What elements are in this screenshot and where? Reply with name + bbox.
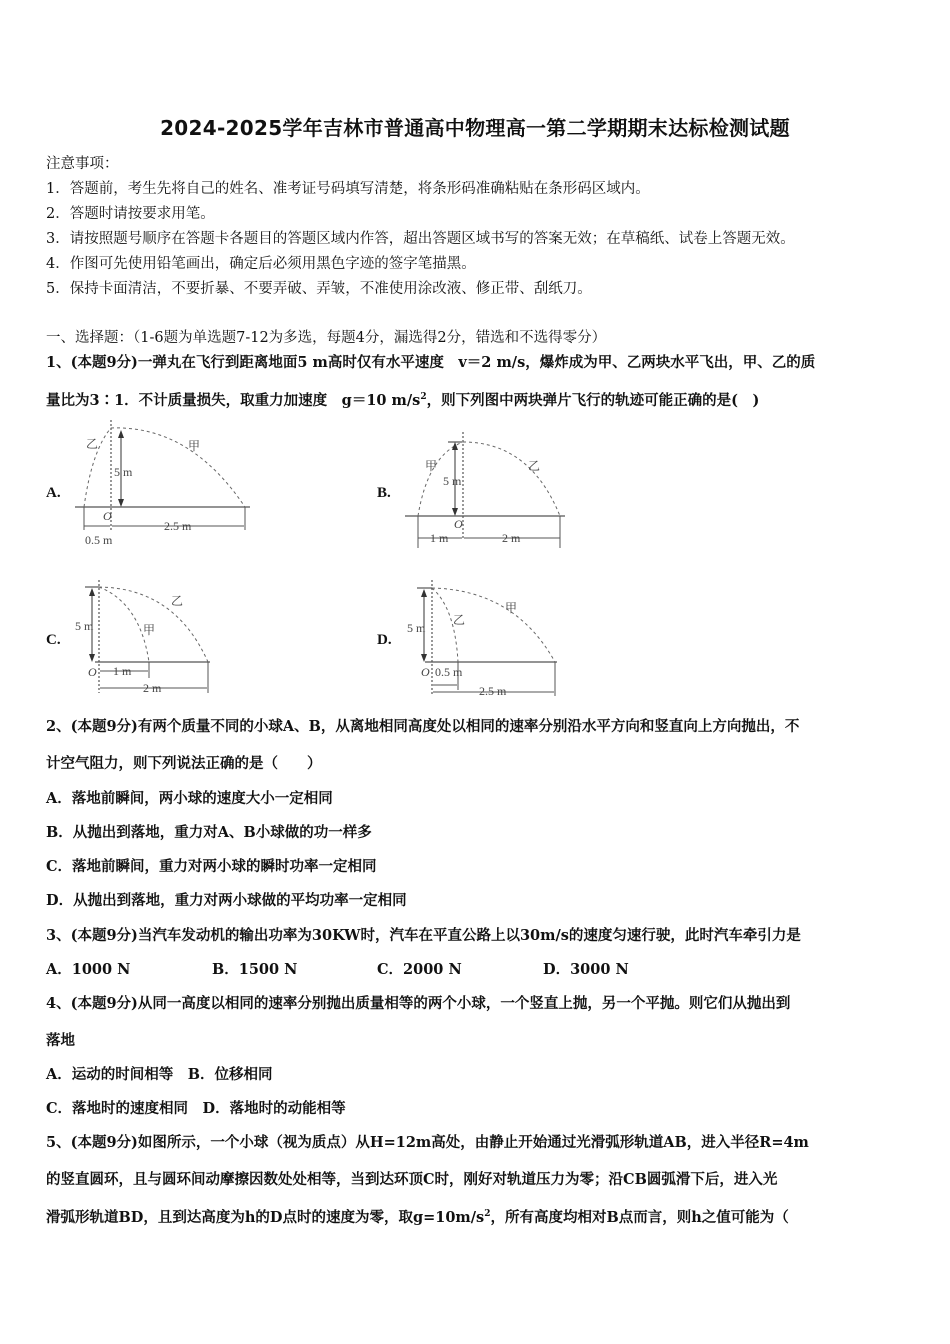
q3-option-b[interactable]: B．1500 N [212, 961, 298, 978]
figure-b-right-name: 乙 [528, 459, 541, 473]
figure-c-label[interactable]: C. [46, 632, 61, 648]
q4-line2: 落地 [46, 1032, 75, 1049]
figure-c-origin: O [88, 665, 97, 679]
figure-d-far-name: 甲 [505, 601, 518, 615]
notice-item-4: 4．作图可先使用铅笔画出，确定后必须用黑色字迹的签字笔描黑。 [46, 256, 476, 272]
figure-c-far-dist: 2 m [143, 681, 162, 695]
figure-d-near-dist: 0.5 m [435, 665, 463, 679]
q1-line2-text: 量比为3∶1．不计质量损失，取重力加速度 g＝10 m/s [46, 392, 421, 409]
q2-line1: 2、(本题9分)有两个质量不同的小球A、B，从离地相同高度处以相同的速率分别沿水平方向和竖直向上方向抛出，不 [46, 718, 800, 735]
q2-option-b[interactable]: B．从抛出到落地，重力对A、B小球做的功一样多 [46, 824, 372, 841]
q4-options-row2[interactable]: C．落地时的速度相同 D．落地时的动能相等 [46, 1100, 346, 1117]
q4-options-row1[interactable]: A．运动的时间相等 B．位移相同 [46, 1066, 273, 1083]
page-title: 2024-2025学年吉林市普通高中物理高一第二学期期末达标检测试题 [160, 116, 790, 140]
q3-option-c[interactable]: C．2000 N [377, 961, 462, 978]
q1-line2-tail: ，则下列图中两块弹片飞行的轨迹可能正确的是( ) [426, 392, 760, 409]
q3-line1: 3、(本题9分)当汽车发动机的输出功率为30KW时，汽车在平直公路上以30m/s的速度匀速行驶，此时汽车牵引力是 [46, 927, 801, 944]
figure-b-left-name: 甲 [425, 459, 438, 473]
figure-a-origin: O [103, 509, 112, 523]
figure-a-diagram [70, 420, 260, 550]
figure-d-height: 5 m [407, 621, 426, 635]
figure-b-height: 5 m [443, 474, 462, 488]
q4-line1: 4、(本题9分)从同一高度以相同的速率分别抛出质量相等的两个小球，一个竖直上抛，另一个平抛。则它们从抛出到 [46, 995, 791, 1012]
figure-b-label[interactable]: B. [377, 485, 391, 501]
figure-c-near-dist: 1 m [113, 664, 132, 678]
q3-option-a[interactable]: A．1000 N [46, 961, 131, 978]
figure-a-right-dist: 2.5 m [164, 519, 192, 533]
q5-exponent: 2 [484, 1209, 491, 1220]
figure-a-height: 5 m [114, 465, 133, 479]
figure-d-label[interactable]: D. [377, 632, 392, 648]
notice-item-3: 3．请按照题号顺序在答题卡各题目的答题区域内作答，超出答题区域书写的答案无效；在草稿纸、试卷上答题无效。 [46, 231, 795, 247]
figure-c-diagram [75, 578, 225, 698]
figure-d-origin: O [421, 665, 430, 679]
figure-b-diagram [400, 430, 570, 550]
q5-line1: 5、(本题9分)如图所示，一个小球（视为质点）从H=12m高处，由静止开始通过光滑弧形轨道AB，进入半径R=4m [46, 1134, 809, 1151]
figure-a-left-dist: 0.5 m [85, 533, 113, 547]
q5-line2: 的竖直圆环，且与圆环间动摩擦因数处处相等，当到达环顶C时，刚好对轨道压力为零；沿CB圆弧滑下后，进入光 [46, 1171, 778, 1188]
figure-b-origin: O [454, 517, 463, 531]
notice-item-5: 5．保持卡面清洁，不要折暴、不要弄破、弄皱，不准使用涂改液、修正带、刮纸刀。 [46, 281, 592, 297]
section-heading: 一、选择题：（1-6题为单选题7-12为多选，每题4分，漏选得2分，错选和不选得零分） [46, 330, 607, 346]
figure-a-label[interactable]: A. [46, 485, 61, 501]
q2-line2: 计空气阻力，则下列说法正确的是（ ） [46, 755, 322, 772]
q1-line2 [46, 389, 759, 410]
q2-option-d[interactable]: D．从抛出到落地，重力对两小球做的平均功率一定相同 [46, 892, 407, 909]
q2-option-c[interactable]: C．落地前瞬间，重力对两小球的瞬时功率一定相同 [46, 858, 377, 875]
q5-line3-text: 滑弧形轨道BD，且到达高度为h的D点时的速度为零，取g=10m/s [46, 1209, 485, 1226]
notice-item-2: 2．答题时请按要求用笔。 [46, 206, 215, 222]
figure-c-near-name: 甲 [143, 623, 156, 637]
figure-d-near-name: 乙 [453, 613, 466, 627]
figure-c-far-name: 乙 [171, 594, 184, 608]
figure-a-right-name: 甲 [188, 439, 201, 453]
q1-line1: 1、(本题9分)一弹丸在飞行到距离地面5 m高时仅有水平速度 v＝2 m/s，爆炸成为甲、乙两块水平飞出，甲、乙的质 [46, 354, 816, 371]
q1-exponent: 2 [420, 392, 427, 403]
q5-line3 [46, 1206, 789, 1227]
figure-b-right-dist: 2 m [502, 531, 521, 545]
figure-d-diagram [405, 578, 565, 698]
figure-b-left-dist: 1 m [430, 531, 449, 545]
figure-a-left-name: 乙 [86, 437, 99, 451]
q2-option-a[interactable]: A．落地前瞬间，两小球的速度大小一定相同 [46, 790, 333, 807]
q3-option-d[interactable]: D．3000 N [543, 961, 629, 978]
figure-c-height: 5 m [75, 619, 94, 633]
notice-item-1: 1．答题前，考生先将自己的姓名、准考证号码填写清楚，将条形码准确粘贴在条形码区域内。 [46, 181, 650, 197]
figure-d-far-dist: 2.5 m [479, 684, 507, 698]
notice-heading: 注意事项： [46, 156, 119, 172]
q5-line3-tail: ，所有高度均相对B点而言，则h之值可能为（ [490, 1209, 789, 1226]
